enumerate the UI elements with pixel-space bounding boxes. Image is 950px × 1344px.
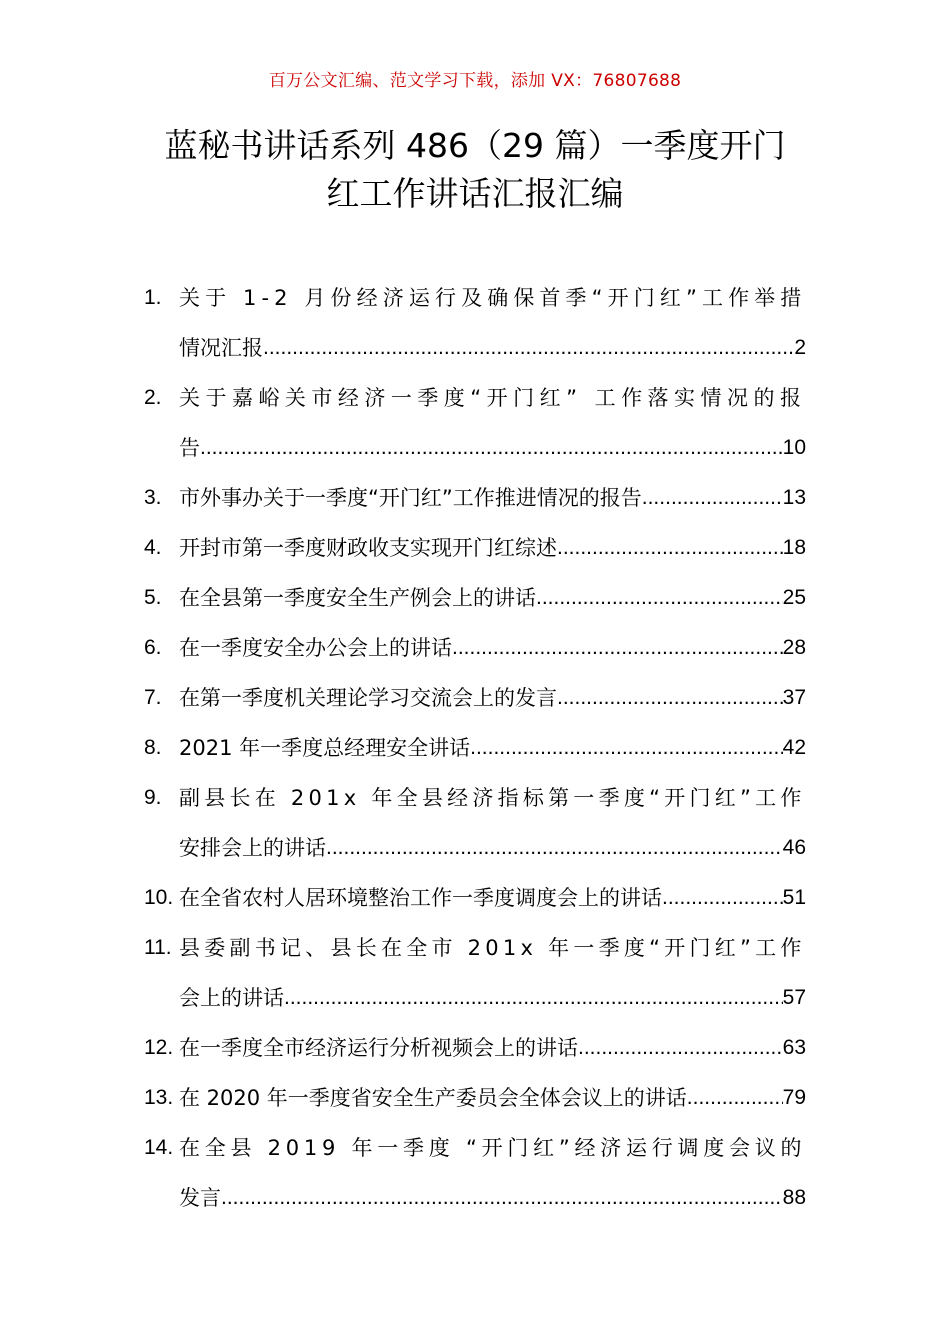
toc-entry-number: 14.: [144, 1136, 174, 1159]
toc-page-number: 42: [782, 736, 806, 759]
dot-leader: [284, 973, 783, 1023]
toc-page-number: 37: [782, 686, 806, 709]
toc-entry-number: 13.: [144, 1086, 174, 1109]
dot-leader: [326, 823, 783, 873]
toc-entry[interactable]: [144, 1123, 806, 1223]
toc-entry[interactable]: [144, 873, 806, 923]
toc-entry[interactable]: [144, 573, 806, 623]
dot-leader: [557, 523, 783, 573]
toc-entry-number: 1.: [144, 286, 162, 309]
toc-page-number: 28: [782, 636, 806, 659]
toc-entry-title: 在第一季度机关理论学习交流会上的发言: [179, 686, 557, 710]
toc-entry-number: 9.: [144, 786, 162, 809]
watermark-header: 百万公文汇编、范文学习下载，添加 VX：76807688: [268, 71, 682, 91]
toc-entry-title: 在 2020 年一季度省安全生产委员会全体会议上的讲话: [179, 1086, 687, 1110]
toc-entry-number: 7.: [144, 686, 162, 709]
toc-entry-number: 6.: [144, 636, 162, 659]
toc-entry-title: 副县长在 201x 年全县经济指标第一季度“开门红”工作: [179, 786, 806, 810]
toc-entry[interactable]: [144, 373, 806, 473]
toc-entry-number: 8.: [144, 736, 162, 759]
toc-page-number: 79: [782, 1086, 806, 1109]
title-line-1: 蓝秘书讲话系列 486（29 篇）一季度开门: [164, 126, 786, 165]
toc-entry[interactable]: [144, 1023, 806, 1073]
toc-entry-title: 在一季度全市经济运行分析视频会上的讲话: [179, 1036, 578, 1060]
toc-entry[interactable]: [144, 1073, 806, 1123]
toc-entry-number: 5.: [144, 586, 162, 609]
toc-entry-title-continued: 会上的讲话: [179, 986, 284, 1010]
dot-leader: [263, 323, 794, 373]
dot-leader: [452, 623, 783, 673]
dot-leader: [557, 673, 783, 723]
dot-leader: [200, 423, 783, 473]
dot-leader: [578, 1023, 783, 1073]
toc-page-number: 10: [782, 436, 806, 459]
toc-entry-number: 3.: [144, 486, 162, 509]
toc-entry-title: 关于嘉峪关市经济一季度“开门红” 工作落实情况的报: [179, 386, 806, 410]
toc-entry-title-continued: 安排会上的讲话: [179, 836, 326, 860]
toc-entry-number: 2.: [144, 386, 162, 409]
toc-entry-title: 在全县 2019 年一季度 “开门红”经济运行调度会议的: [179, 1136, 806, 1160]
toc-entry-number: 4.: [144, 536, 162, 559]
toc-entry-number: 12.: [144, 1036, 174, 1059]
dot-leader: [662, 873, 783, 923]
toc-entry-title-continued: 告: [179, 436, 200, 460]
toc-entry-title: 在一季度安全办公会上的讲话: [179, 636, 452, 660]
toc-entry[interactable]: [144, 923, 806, 1023]
toc-page-number: 2: [794, 336, 806, 359]
dot-leader: [536, 573, 783, 623]
dot-leader: [470, 723, 783, 773]
toc-entry-title-continued: 情况汇报: [179, 336, 263, 360]
toc-entry-title: 县委副书记、县长在全市 201x 年一季度“开门红”工作: [179, 936, 806, 960]
toc-page-number: 46: [782, 836, 806, 859]
dot-leader: [642, 473, 783, 523]
toc-entry-title: 2021 年一季度总经理安全讲话: [179, 736, 471, 760]
toc-page-number: 51: [782, 886, 806, 909]
table-of-contents: [144, 273, 806, 1223]
toc-entry[interactable]: [144, 673, 806, 723]
toc-entry-title-continued: 发言: [179, 1186, 221, 1210]
toc-entry-title: 在全省农村人居环境整治工作一季度调度会上的讲话: [179, 886, 662, 910]
dot-leader: [221, 1173, 783, 1223]
page-title: [120, 122, 830, 218]
toc-entry-title: 开封市第一季度财政收支实现开门红综述: [179, 536, 557, 560]
toc-entry[interactable]: [144, 473, 806, 523]
toc-entry-title: 在全县第一季度安全生产例会上的讲话: [179, 586, 536, 610]
toc-entry[interactable]: [144, 523, 806, 573]
toc-entry[interactable]: [144, 773, 806, 873]
toc-page-number: 88: [782, 1186, 806, 1209]
toc-entry[interactable]: [144, 273, 806, 373]
toc-page-number: 57: [782, 986, 806, 1009]
toc-page-number: 63: [782, 1036, 806, 1059]
toc-entry[interactable]: [144, 723, 806, 773]
toc-page-number: 25: [782, 586, 806, 609]
toc-entry-number: 10.: [144, 886, 174, 909]
toc-entry-title: 市外事办关于一季度“开门红”工作推进情况的报告: [179, 486, 642, 510]
title-line-2: 红工作讲话汇报汇编: [326, 174, 624, 213]
toc-page-number: 18: [782, 536, 806, 559]
dot-leader: [687, 1073, 783, 1123]
toc-entry-number: 11.: [144, 936, 172, 959]
toc-entry-title: 关于 1-2 月份经济运行及确保首季“开门红”工作举措: [179, 286, 806, 310]
toc-page-number: 13: [782, 486, 806, 509]
toc-entry[interactable]: [144, 623, 806, 673]
